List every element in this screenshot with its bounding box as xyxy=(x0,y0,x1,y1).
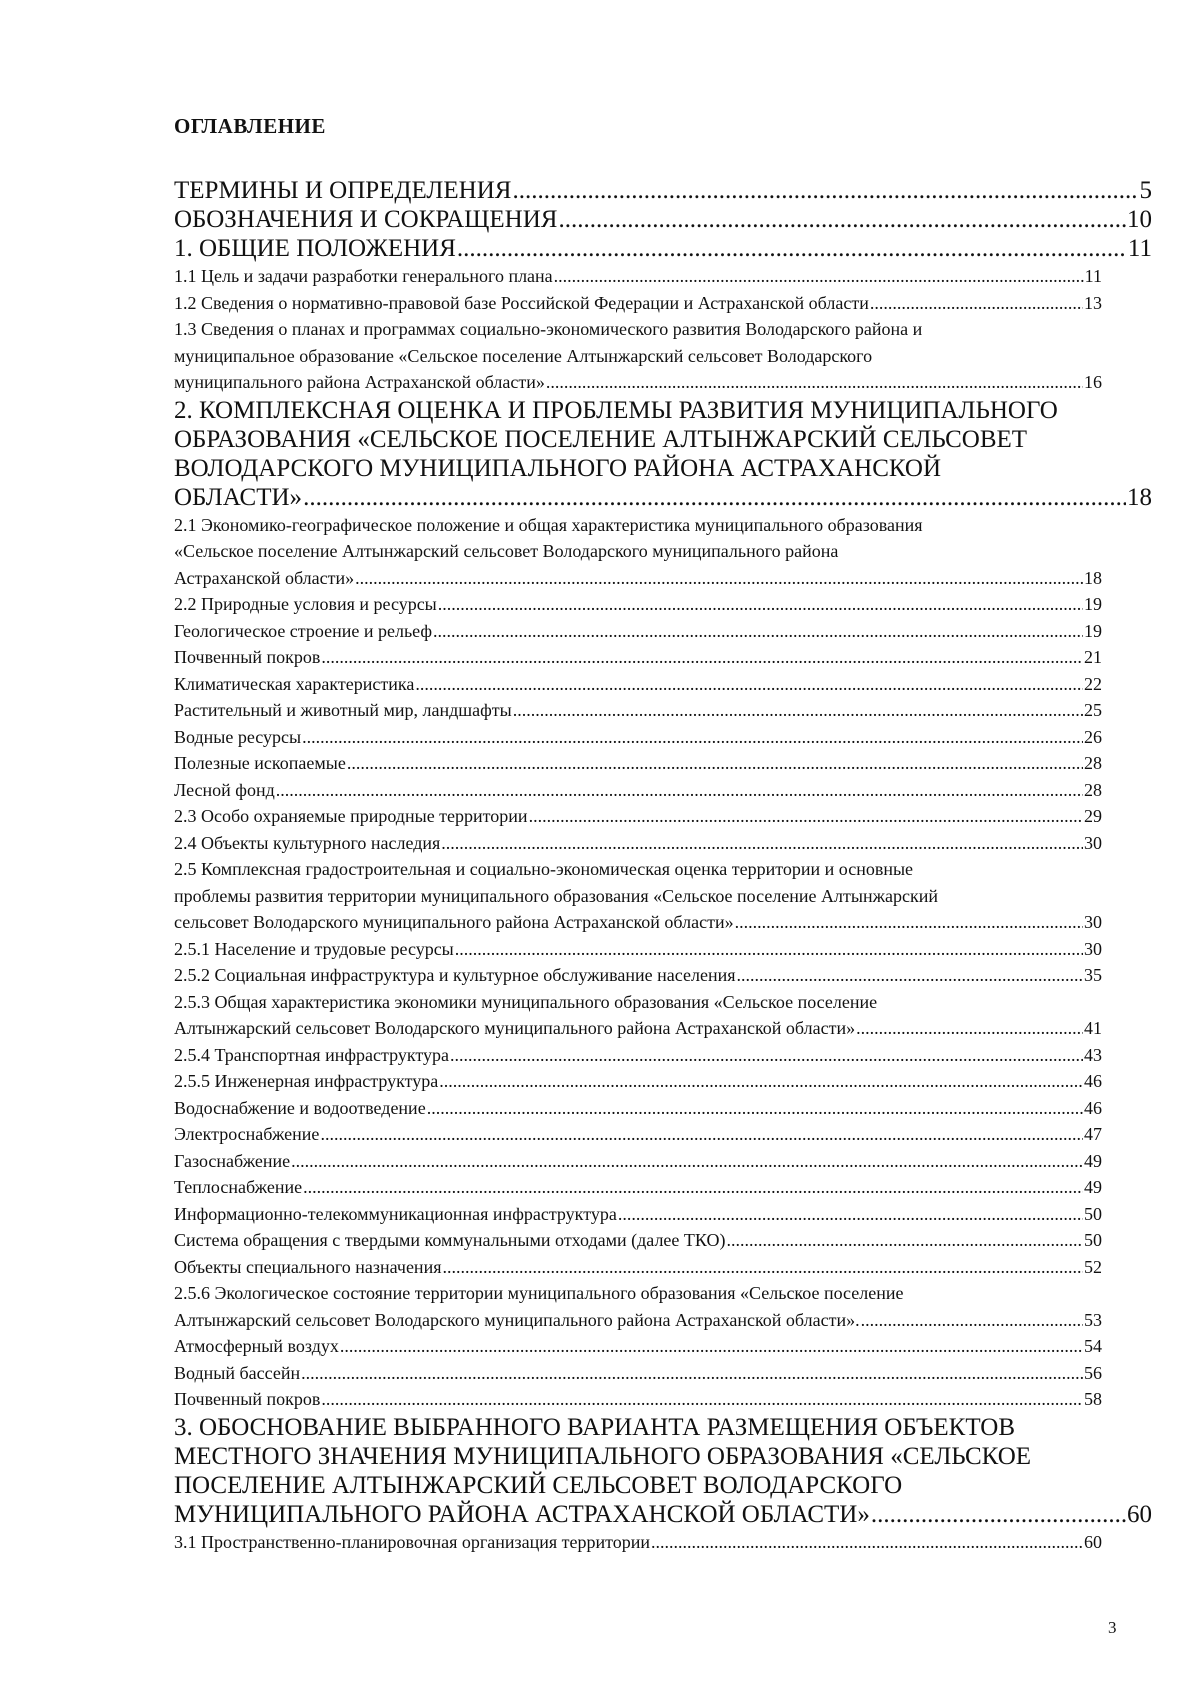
toc-entry-page: 5 xyxy=(1139,177,1152,204)
toc-entry-page: 28 xyxy=(1084,753,1102,773)
toc-entry-page: 18 xyxy=(1127,483,1152,511)
dot-leader xyxy=(355,565,1083,592)
toc-entry-title-line: 1.3 Сведения о планах и программах социально-экономического развития Володарского района и xyxy=(174,319,923,339)
toc-entry-page: 21 xyxy=(1084,647,1102,667)
toc-entry[interactable] xyxy=(174,205,1152,234)
toc-entry[interactable] xyxy=(174,1254,1152,1281)
toc-entry[interactable] xyxy=(174,1280,1152,1333)
toc-entry-leader-line xyxy=(174,936,1152,963)
dot-leader xyxy=(442,1254,1083,1281)
toc-entry-title-line: муниципальное образование «Сельское поселение Алтынжарский сельсовет Володарского xyxy=(174,345,873,366)
toc-entry-page: 50 xyxy=(1084,1230,1102,1250)
dot-leader xyxy=(441,830,1083,857)
toc-entry-page: 30 xyxy=(1084,938,1102,959)
toc-entry-leader-line xyxy=(174,290,1152,317)
toc-entry-title: МУНИЦИПАЛЬНОГО РАЙОНА АСТРАХАНСКОЙ ОБЛАСТИ» xyxy=(174,1500,870,1528)
toc-entry-page: 50 xyxy=(1084,1203,1102,1224)
toc-entry-page: 49 xyxy=(1084,1177,1102,1197)
dot-leader xyxy=(737,962,1083,989)
toc-entry-leader-line xyxy=(174,205,1152,234)
dot-leader xyxy=(529,803,1083,830)
toc-entry-leader-line xyxy=(174,750,1152,777)
toc-entry-page: 46 xyxy=(1084,1071,1102,1091)
toc-entry-leader-line xyxy=(174,724,1152,751)
toc-entry-title-line: ПОСЕЛЕНИЕ АЛТЫНЖАРСКИЙ СЕЛЬСОВЕТ ВОЛОДАРСКОГО xyxy=(174,1471,903,1499)
toc-entry-leader-line xyxy=(174,1174,1152,1201)
dot-leader xyxy=(450,1042,1083,1069)
toc-entry-leader-line xyxy=(174,565,1152,592)
toc-entry-leader-line xyxy=(174,1095,1152,1122)
toc-entry-title-line: 2.5.6 Экологическое состояние территории муниципального образования «Сельское поселение xyxy=(174,1283,904,1303)
toc-entry-leader-line xyxy=(174,1386,1152,1413)
toc-entry-title: 2.5.1 Население и трудовые ресурсы xyxy=(174,938,454,959)
toc-entry-title-line: 3. ОБОСНОВАНИЕ ВЫБРАННОГО ВАРИАНТА РАЗМЕЩЕНИЯ ОБЪЕКТОВ xyxy=(174,1413,1016,1441)
toc-entry-title: Система обращения с твердыми коммунальными отходами (далее ТКО) xyxy=(174,1230,726,1250)
dot-leader xyxy=(321,644,1083,671)
toc-entry-title: Климатическая характеристика xyxy=(174,673,415,694)
toc-entry[interactable] xyxy=(174,989,1152,1042)
toc-entry-title: 2.5.5 Инженерная инфраструктура xyxy=(174,1071,439,1091)
toc-entry-leader-line xyxy=(174,618,1152,645)
toc-entry-page: 60 xyxy=(1127,1500,1152,1528)
toc-entry[interactable] xyxy=(174,644,1152,671)
toc-entry-leader-line xyxy=(174,777,1152,804)
toc-entry-title: Почвенный покров xyxy=(174,647,321,667)
toc-entry-page: 28 xyxy=(1084,779,1102,800)
toc-entry-title-line: 2.5 Комплексная градостроительная и социально-экономическая оценка территории и основные xyxy=(174,859,914,879)
toc-entry[interactable] xyxy=(174,830,1152,857)
toc-entry-title: 1.2 Сведения о нормативно-правовой базе Российской Федерации и Астраханской области xyxy=(174,292,869,313)
toc-entry[interactable] xyxy=(174,1333,1152,1360)
toc-entry-page: 30 xyxy=(1084,912,1102,932)
toc-entry[interactable] xyxy=(174,316,1152,396)
toc-entry[interactable] xyxy=(174,1174,1152,1201)
dot-leader xyxy=(427,1095,1083,1122)
toc-entry[interactable] xyxy=(174,724,1152,751)
dot-leader xyxy=(415,671,1083,698)
dot-leader xyxy=(340,1333,1083,1360)
toc-entry[interactable] xyxy=(174,697,1152,724)
dot-leader xyxy=(726,1227,1083,1254)
toc-entry-page: 60 xyxy=(1084,1531,1102,1552)
dot-leader xyxy=(438,591,1083,618)
toc-entry[interactable] xyxy=(174,1095,1152,1122)
toc-entry-page: 16 xyxy=(1084,372,1102,392)
toc-entry-page: 53 xyxy=(1084,1309,1102,1330)
toc-entry-page: 58 xyxy=(1084,1389,1102,1409)
toc-entry-title: ОБЛАСТИ» xyxy=(174,483,303,511)
dot-leader xyxy=(651,1529,1083,1556)
toc-entry-page: 49 xyxy=(1084,1150,1102,1171)
toc-entry[interactable] xyxy=(174,512,1152,592)
toc-entry-title: 2.5.4 Транспортная инфраструктура xyxy=(174,1044,449,1065)
dot-leader xyxy=(302,724,1083,751)
toc-entry-title: Лесной фонд xyxy=(174,779,275,800)
toc-entry[interactable] xyxy=(174,1121,1152,1148)
toc-entry-leader-line xyxy=(174,591,1152,618)
toc-entry-title: Почвенный покров xyxy=(174,1389,321,1409)
dot-leader xyxy=(321,1386,1083,1413)
toc-entry-title: 2.4 Объекты культурного наследия xyxy=(174,832,441,853)
dot-leader xyxy=(856,1015,1083,1042)
toc-entry-page: 54 xyxy=(1084,1336,1102,1356)
toc-entry-title: 2.3 Особо охраняемые природные территории xyxy=(174,806,528,826)
toc-entry-title: Полезные ископаемые xyxy=(174,753,346,773)
dot-leader xyxy=(457,234,1127,263)
toc-entry-leader-line xyxy=(174,697,1152,724)
dot-leader xyxy=(861,1307,1083,1334)
toc-entry[interactable] xyxy=(174,671,1152,698)
toc-entry[interactable] xyxy=(174,1042,1152,1069)
toc-entry-leader-line xyxy=(174,1227,1152,1254)
toc-entry-title: ОБОЗНАЧЕНИЯ И СОКРАЩЕНИЯ xyxy=(174,206,558,233)
toc-entry-title: Атмосферный воздух xyxy=(174,1336,339,1356)
toc-entry-title: Водоснабжение и водоотведение xyxy=(174,1097,426,1118)
toc-entry[interactable] xyxy=(174,1201,1152,1228)
dot-leader xyxy=(320,1121,1083,1148)
toc-entry-title: 3.1 Пространственно-планировочная организация территории xyxy=(174,1531,651,1552)
toc-entry-leader-line xyxy=(174,1121,1152,1148)
toc-entry-page: 29 xyxy=(1084,806,1102,826)
toc-heading: ОГЛАВЛЕНИЕ xyxy=(174,114,326,138)
toc-entry[interactable] xyxy=(174,1227,1152,1254)
toc-entry-title: 2.5.2 Социальная инфраструктура и культурное обслуживание населения xyxy=(174,965,736,985)
dot-leader xyxy=(303,1174,1083,1201)
toc-entry-page: 26 xyxy=(1084,726,1102,747)
toc-entry-page: 11 xyxy=(1127,235,1152,262)
toc-entry-page: 35 xyxy=(1084,965,1102,985)
toc-entry-page: 30 xyxy=(1084,832,1102,853)
toc-entry-leader-line xyxy=(174,644,1152,671)
toc-entry-leader-line xyxy=(174,962,1152,989)
toc-entry-leader-line xyxy=(174,909,1152,936)
dot-leader xyxy=(301,1360,1083,1387)
dot-leader xyxy=(546,369,1083,396)
toc-entry-title: Растительный и животный мир, ландшафты xyxy=(174,700,512,720)
toc-entry-page: 47 xyxy=(1084,1124,1102,1144)
toc-entry-title: 2.2 Природные условия и ресурсы xyxy=(174,594,437,614)
toc-entry-title: Газоснабжение xyxy=(174,1150,291,1171)
dot-leader xyxy=(558,205,1126,234)
toc-entry-page: 41 xyxy=(1084,1018,1102,1038)
toc-entry-leader-line xyxy=(174,1015,1152,1042)
toc-entry-title-line: 2.5.3 Общая характеристика экономики муниципального образования «Сельское поселение xyxy=(174,991,878,1012)
toc-entry[interactable] xyxy=(174,176,1152,205)
toc-entry[interactable] xyxy=(174,618,1152,645)
dot-leader xyxy=(455,936,1083,963)
toc-entry-leader-line xyxy=(174,830,1152,857)
toc-entry-title-line: 2.1 Экономико-географическое положение и общая характеристика муниципального образования xyxy=(174,514,923,535)
toc-entry[interactable] xyxy=(174,936,1152,963)
toc-entry[interactable] xyxy=(174,750,1152,777)
toc-entry-leader-line xyxy=(174,176,1152,205)
dot-leader xyxy=(735,909,1083,936)
toc-entry-page: 18 xyxy=(1084,567,1102,588)
toc-entry-page: 19 xyxy=(1084,594,1102,614)
toc-entry-leader-line xyxy=(174,1307,1152,1334)
toc-entry-title: Алтынжарский сельсовет Володарского муниципального района Астраханской области» xyxy=(174,1018,856,1038)
toc-entry-page: 46 xyxy=(1084,1097,1102,1118)
toc-entry-title-line: ВОЛОДАРСКОГО МУНИЦИПАЛЬНОГО РАЙОНА АСТРАХАНСКОЙ xyxy=(174,454,942,482)
toc-entry-page: 52 xyxy=(1084,1256,1102,1277)
toc-entry-title: Астраханской области» xyxy=(174,567,355,588)
dot-leader xyxy=(871,1500,1126,1529)
toc-entry[interactable] xyxy=(174,1148,1152,1175)
toc-entry[interactable] xyxy=(174,591,1152,618)
dot-leader xyxy=(303,483,1126,512)
toc-entry-title: Алтынжарский сельсовет Володарского муниципального района Астраханской области». xyxy=(174,1309,860,1330)
toc-entry-title-line: МЕСТНОГО ЗНАЧЕНИЯ МУНИЦИПАЛЬНОГО ОБРАЗОВАНИЯ «СЕЛЬСКОЕ xyxy=(174,1442,1032,1470)
toc-entry-title: Водные ресурсы xyxy=(174,726,302,747)
toc-entry-title: сельсовет Володарского муниципального района Астраханской области» xyxy=(174,912,734,932)
toc-entry-page: 11 xyxy=(1084,266,1102,286)
toc-entry-page: 22 xyxy=(1084,673,1102,694)
toc-entry[interactable] xyxy=(174,396,1152,512)
toc-entry-title: 1.1 Цель и задачи разработки генерального плана xyxy=(174,266,553,286)
toc-entry-page: 19 xyxy=(1084,620,1102,641)
toc-entry-page: 25 xyxy=(1084,700,1102,720)
dot-leader xyxy=(554,263,1084,290)
toc-entry-title: ТЕРМИНЫ И ОПРЕДЕЛЕНИЯ xyxy=(174,177,512,204)
toc-entry-page: 43 xyxy=(1084,1044,1102,1065)
table-of-contents xyxy=(174,176,1152,1555)
toc-entry[interactable] xyxy=(174,777,1152,804)
toc-entry-title: Объекты специального назначения xyxy=(174,1256,442,1277)
dot-leader xyxy=(870,290,1083,317)
toc-entry-page: 56 xyxy=(1084,1362,1102,1383)
toc-entry-page: 13 xyxy=(1084,292,1102,313)
toc-entry-title: Электроснабжение xyxy=(174,1124,320,1144)
toc-entry[interactable] xyxy=(174,263,1152,290)
toc-entry-leader-line xyxy=(174,1068,1152,1095)
dot-leader xyxy=(433,618,1083,645)
toc-entry-leader-line xyxy=(174,1500,1152,1529)
toc-entry[interactable] xyxy=(174,803,1152,830)
page-number: 3 xyxy=(1108,1618,1117,1637)
dot-leader xyxy=(439,1068,1083,1095)
toc-entry-leader-line xyxy=(174,1529,1152,1556)
toc-entry[interactable] xyxy=(174,856,1152,936)
dot-leader xyxy=(618,1201,1083,1228)
toc-entry-leader-line xyxy=(174,803,1152,830)
toc-entry-leader-line xyxy=(174,369,1152,396)
toc-entry-leader-line xyxy=(174,1254,1152,1281)
toc-entry-leader-line xyxy=(174,1148,1152,1175)
toc-entry[interactable] xyxy=(174,1386,1152,1413)
toc-entry[interactable] xyxy=(174,1413,1152,1529)
dot-leader xyxy=(513,697,1083,724)
toc-entry-leader-line xyxy=(174,234,1152,263)
toc-entry[interactable] xyxy=(174,962,1152,989)
toc-entry[interactable] xyxy=(174,1068,1152,1095)
toc-entry-leader-line xyxy=(174,1042,1152,1069)
toc-entry-leader-line xyxy=(174,1201,1152,1228)
toc-entry-title-line: проблемы развития территории муниципального образования «Сельское поселение Алтынжарский xyxy=(174,885,939,906)
dot-leader xyxy=(347,750,1083,777)
toc-entry-title: муниципального района Астраханской области» xyxy=(174,372,545,392)
toc-entry-leader-line xyxy=(174,263,1152,290)
toc-entry-title: Теплоснабжение xyxy=(174,1177,303,1197)
dot-leader xyxy=(291,1148,1083,1175)
toc-entry-leader-line xyxy=(174,483,1152,512)
dot-leader xyxy=(512,176,1138,205)
toc-entry[interactable] xyxy=(174,234,1152,263)
toc-entry-title: Информационно-телекоммуникационная инфраструктура xyxy=(174,1203,617,1224)
toc-entry-title-line: «Сельское поселение Алтынжарский сельсовет Володарского муниципального района xyxy=(174,541,839,561)
dot-leader xyxy=(276,777,1083,804)
toc-entry-title: Геологическое строение и рельеф xyxy=(174,620,433,641)
toc-entry[interactable] xyxy=(174,1529,1152,1556)
toc-entry-title-line: ОБРАЗОВАНИЯ «СЕЛЬСКОЕ ПОСЕЛЕНИЕ АЛТЫНЖАРСКИЙ СЕЛЬСОВЕТ xyxy=(174,425,1028,453)
toc-entry-page: 10 xyxy=(1127,206,1152,233)
toc-entry[interactable] xyxy=(174,290,1152,317)
toc-entry-title: 1. ОБЩИЕ ПОЛОЖЕНИЯ xyxy=(174,235,456,262)
toc-entry-title-line: 2. КОМПЛЕКСНАЯ ОЦЕНКА И ПРОБЛЕМЫ РАЗВИТИЯ МУНИЦИПАЛЬНОГО xyxy=(174,396,1058,424)
toc-entry-leader-line xyxy=(174,1360,1152,1387)
toc-entry-title: Водный бассейн xyxy=(174,1362,301,1383)
toc-entry-leader-line xyxy=(174,1333,1152,1360)
toc-entry[interactable] xyxy=(174,1360,1152,1387)
toc-entry-leader-line xyxy=(174,671,1152,698)
